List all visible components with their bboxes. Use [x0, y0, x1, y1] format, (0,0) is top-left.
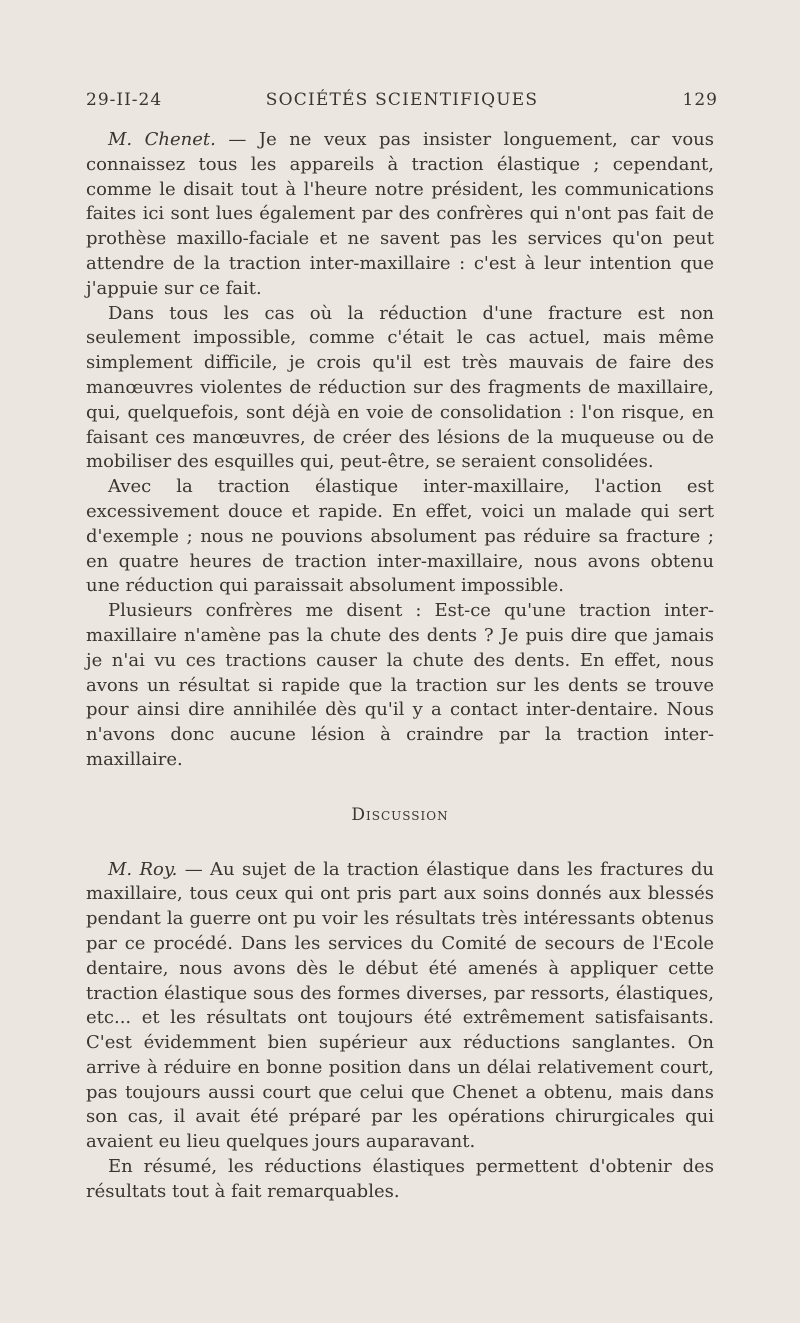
document-body: [86, 128, 714, 1205]
header-title: SOCIÉTÉS SCIENTIFIQUES: [265, 90, 539, 110]
paragraph: [86, 858, 714, 1156]
section-title: Discussion: [351, 804, 449, 825]
page-number: 129: [682, 90, 718, 110]
paragraph-text: — Je ne veux pas insister longuement, car vous connaissez tous les appareils à traction élastique ; cependant, comme le disait tout à l'heure notre président, les communications faites ici sont lues également par des confrères qui n'ont pas fait de prothèse maxillo-faciale et ne savent pas les services qu'on peut attendre de la traction inter-maxillaire : c'est à leur intention que j'appuie sur ce fait.: [86, 129, 714, 299]
header-date: 29-II-24: [86, 90, 163, 110]
paragraph-text: — Au sujet de la traction élastique dans les fractures du maxillaire, tous ceux qui ont pris part aux soins donnés aux blessés pendant la guerre ont pu voir les résultats très intéressants obtenus par ce procédé. Dans les services du Comité de secours de l'Ecole dentaire, nous avons dès le début été amenés à appliquer cette traction élastique sous des formes diverses, par ressorts, élastiques, etc... et les résultats ont toujours été extrêmement satisfaisants. C'est évidemment bien supérieur aux réductions sanglantes. On arrive à réduire en bonne position dans un délai relativement court, pas toujours aussi court que celui que Chenet a obtenu, mais dans son cas, il avait été préparé par les opérations chirurgicales qui avaient eu lieu quelques jours auparavant.: [86, 858, 714, 1153]
paragraph: Dans tous les cas où la réduction d'une fracture est non seulement impossible, comme c'était le cas actuel, mais même simplement difficile, je crois qu'il est très mauvais de faire des manœuvres violentes de réduction sur des fragments de maxillaire, qui, quelquefois, sont déjà en voie de consolidation : l'on risque, en faisant ces manœuvres, de créer des lésions de la muqueuse ou de mobiliser des esquilles qui, peut-être, se seraient consolidées.: [86, 302, 714, 473]
paragraph: En résumé, les réductions élastiques permettent d'obtenir des résultats tout à fait remarquables.: [86, 1156, 714, 1202]
speaker-name: M. Roy.: [108, 858, 178, 880]
paragraph: Plusieurs confrères me disent : Est-ce qu'une traction inter-maxillaire n'amène pas la chute des dents ? Je puis dire que jamais je n'ai vu ces tractions causer la chute des dents. En effet, nous avons un résultat si rapide que la traction sur les dents se trouve pour ainsi dire annihilée dès qu'il y a contact inter-dentaire. Nous n'avons donc aucune lésion à craindre par la traction inter-maxillaire.: [86, 600, 714, 770]
paragraph: Avec la traction élastique inter-maxillaire, l'action est excessivement douce et rapide. En effet, voici un malade qui sert d'exemple ; nous ne pouvions absolument pas réduire sa fracture ; en quatre heures de traction inter-maxillaire, nous avons obtenu une réduction qui paraissait absolument impossible.: [86, 476, 714, 597]
running-header: [86, 90, 718, 116]
paragraph: [86, 128, 714, 302]
speaker-name: M. Chenet.: [108, 129, 216, 150]
